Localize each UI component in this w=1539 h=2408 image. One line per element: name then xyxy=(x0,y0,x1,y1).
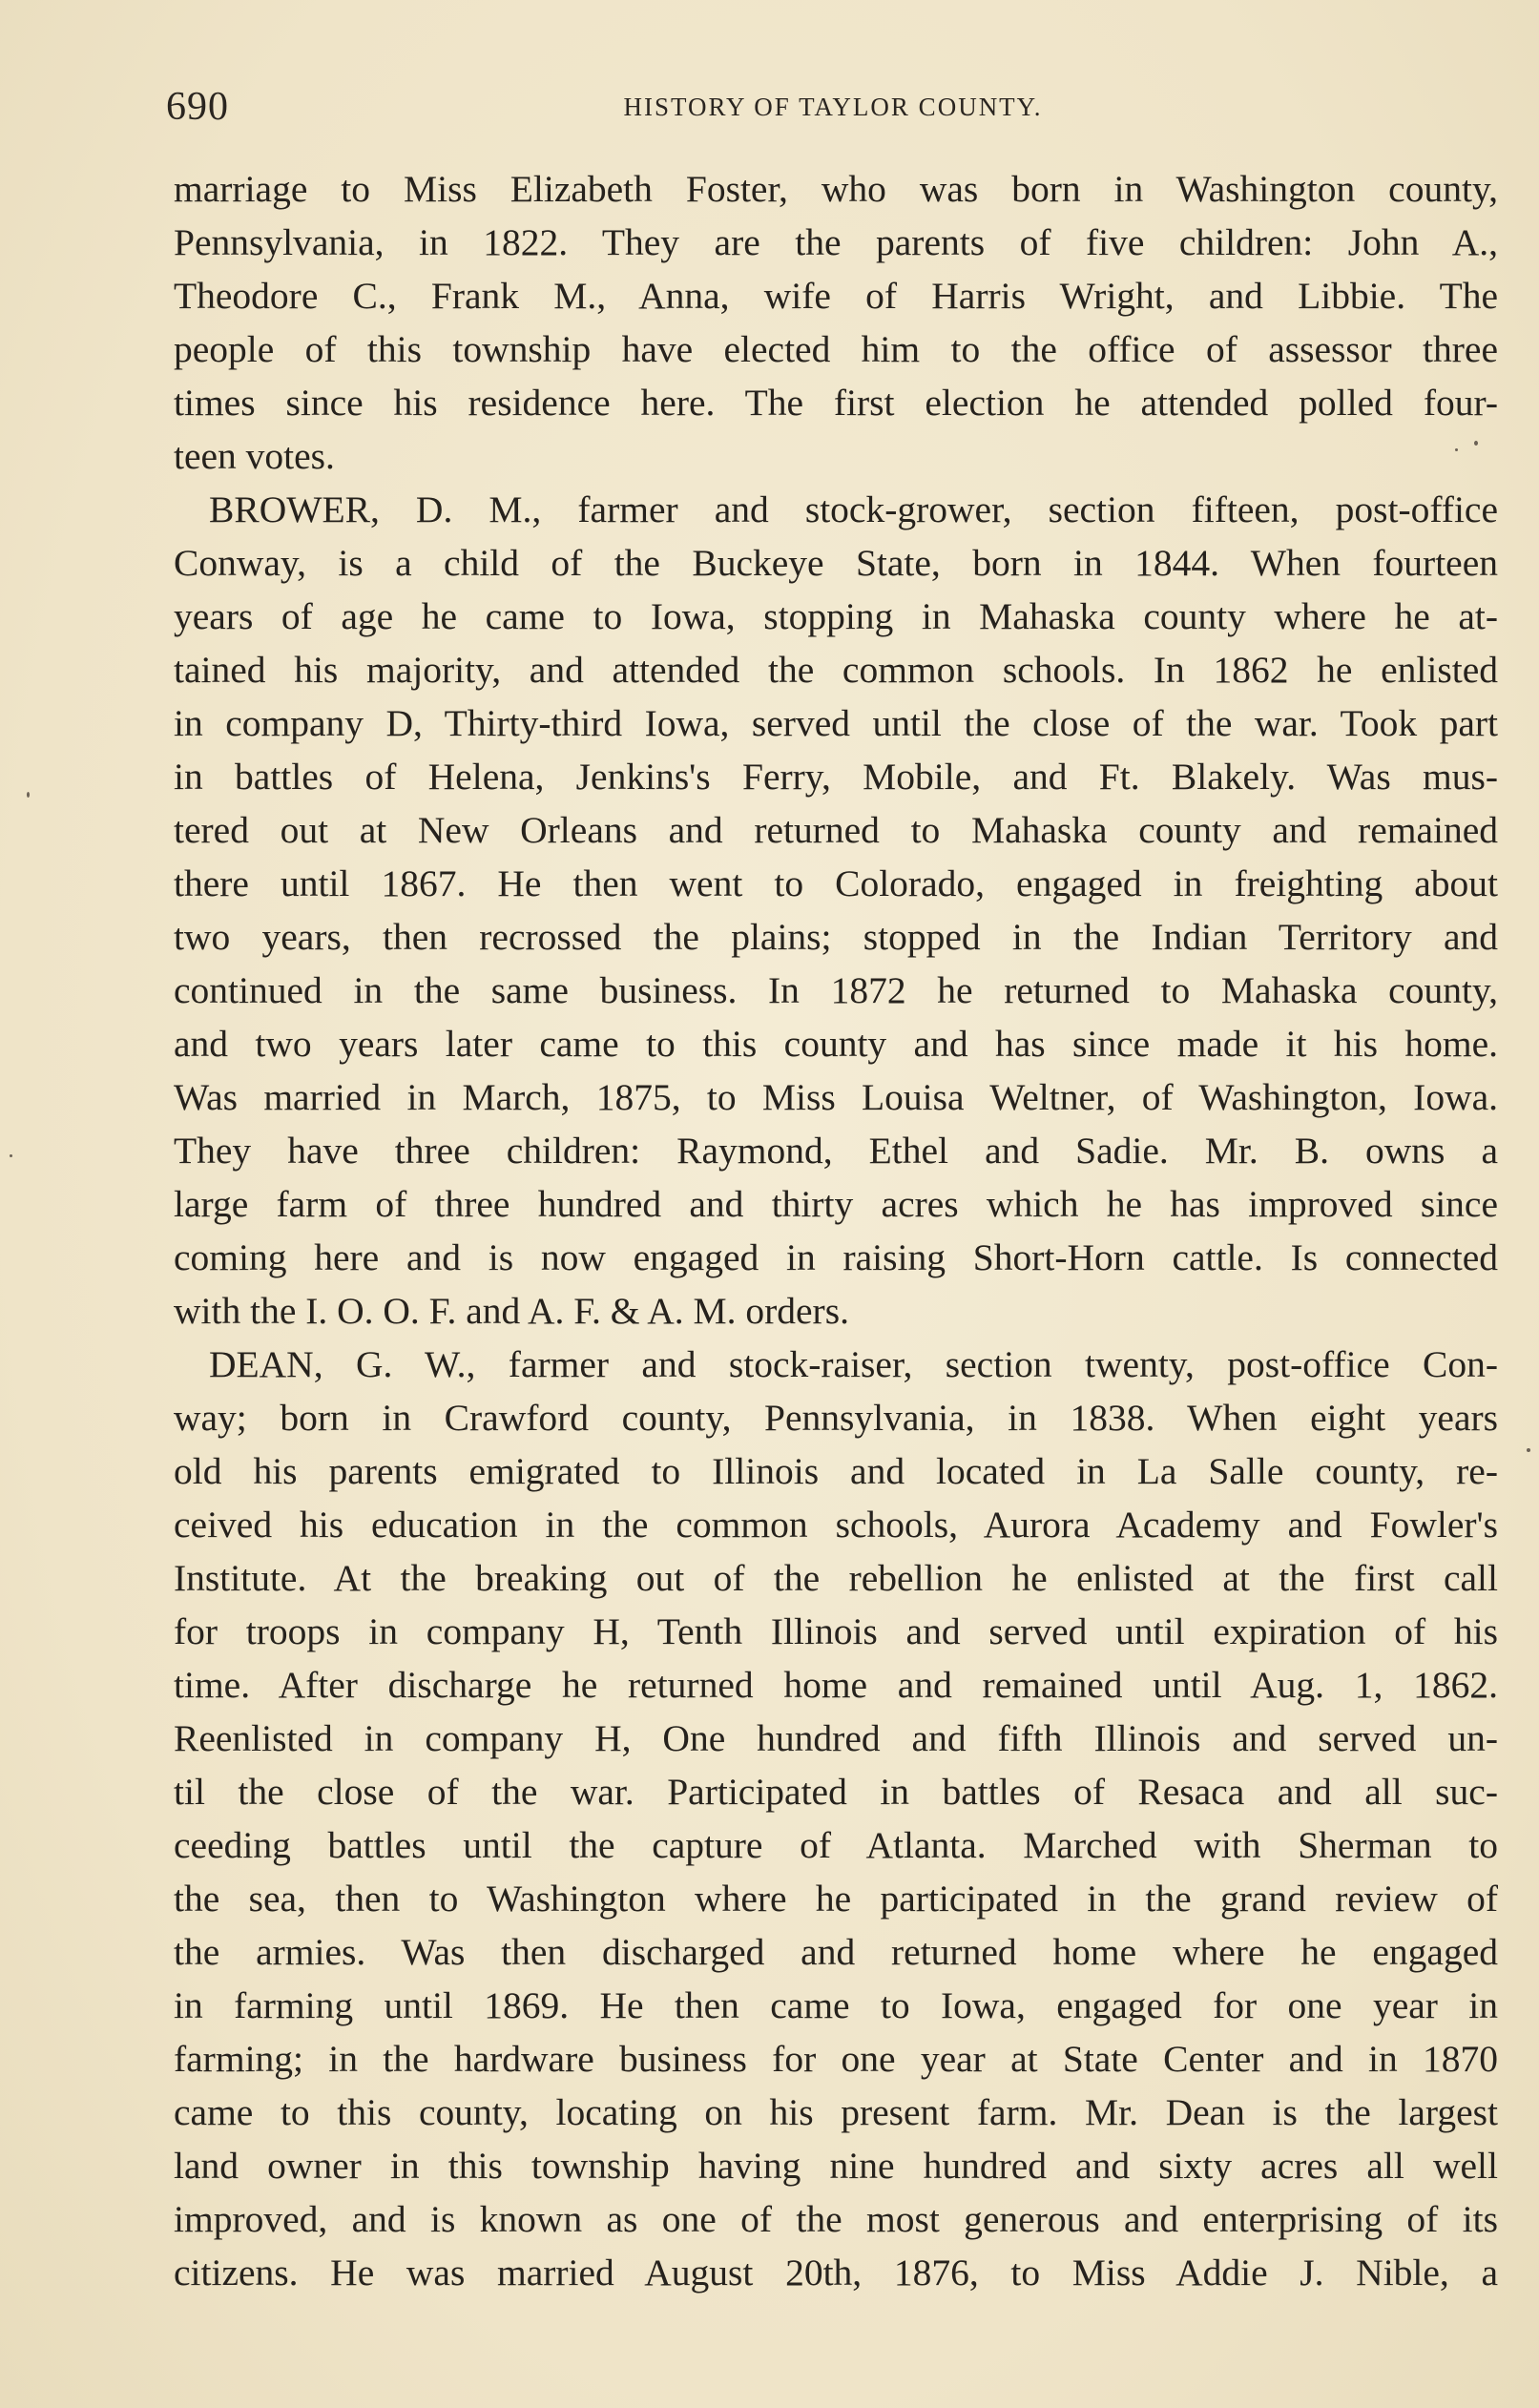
text-line: the armies. Was then discharged and returned home where he engaged xyxy=(174,1931,1498,1973)
text-line: for troops in company H, Tenth Illinois and served until expiration of his xyxy=(174,1610,1498,1652)
text-line: Conway, is a child of the Buckeye State, born in 1844. When fourteen xyxy=(174,542,1498,584)
text-line: in battles of Helena, Jenkins's Ferry, Mobile, and Ft. Blakely. Was mus- xyxy=(174,756,1498,798)
text-line: Reenlisted in company H, One hundred and fifth Illinois and served un- xyxy=(174,1717,1498,1759)
text-line: large farm of three hundred and thirty acres which he has improved since xyxy=(174,1183,1498,1225)
ink-speck xyxy=(1474,441,1478,446)
text-line: til the close of the war. Participated in battles of Resaca and all suc- xyxy=(174,1771,1498,1813)
text-line: the sea, then to Washington where he participated in the grand review of xyxy=(174,1878,1498,1920)
text-line: time. After discharge he returned home and remained until Aug. 1, 1862. xyxy=(174,1664,1498,1706)
text-line: in farming until 1869. He then came to Iowa, engaged for one year in xyxy=(174,1984,1498,2026)
text-line: people of this township have elected him to the office of assessor three xyxy=(174,328,1498,370)
body-text xyxy=(174,162,1498,2299)
text-line: coming here and is now engaged in raising Short-Horn cattle. Is connected xyxy=(174,1236,1498,1278)
text-line: ceived his education in the common schools, Aurora Academy and Fowler's xyxy=(174,1504,1498,1546)
text-line: citizens. He was married August 20th, 1876, to Miss Addie J. Nible, a xyxy=(174,2252,1498,2294)
text-line: DEAN, G. W., farmer and stock-raiser, section twenty, post-office Con- xyxy=(209,1343,1498,1385)
text-line: times since his residence here. The first election he attended polled four- xyxy=(174,382,1498,424)
text-line: Was married in March, 1875, to Miss Louisa Weltner, of Washington, Iowa. xyxy=(174,1076,1498,1118)
text-line: land owner in this township having nine hundred and sixty acres all well xyxy=(174,2145,1498,2187)
text-line: farming; in the hardware business for one year at State Center and in 1870 xyxy=(174,2038,1498,2080)
text-line: marriage to Miss Elizabeth Foster, who was born in Washington county, xyxy=(174,168,1498,210)
text-line: way; born in Crawford county, Pennsylvania, in 1838. When eight years xyxy=(174,1397,1498,1439)
text-line: and two years later came to this county and has since made it his home. xyxy=(174,1023,1498,1065)
running-head: HISTORY OF TAYLOR COUNTY. xyxy=(623,93,1043,121)
text-line: there until 1867. He then went to Colorado, engaged in freighting about xyxy=(174,862,1498,904)
text-line: ceeding battles until the capture of Atlanta. Marched with Sherman to xyxy=(174,1824,1498,1866)
text-line: teen votes. xyxy=(174,435,335,477)
text-line: in company D, Thirty-third Iowa, served until the close of the war. Took part xyxy=(174,702,1498,744)
text-line: continued in the same business. In 1872 he returned to Mahaska county, xyxy=(174,969,1498,1011)
ink-speck xyxy=(1455,448,1458,451)
page-number: 690 xyxy=(166,85,229,129)
text-line: BROWER, D. M., farmer and stock-grower, section fifteen, post-office xyxy=(209,488,1498,530)
text-line: improved, and is known as one of the most generous and enterprising of its xyxy=(174,2198,1498,2240)
text-line: with the I. O. O. F. and A. F. & A. M. orders. xyxy=(174,1290,849,1332)
page-header xyxy=(166,80,1500,134)
text-line: two years, then recrossed the plains; stopped in the Indian Territory and xyxy=(174,916,1498,958)
text-line: tered out at New Orleans and returned to Mahaska county and remained xyxy=(174,809,1498,851)
text-line: They have three children: Raymond, Ethel and Sadie. Mr. B. owns a xyxy=(174,1130,1498,1172)
text-line: Theodore C., Frank M., Anna, wife of Harris Wright, and Libbie. The xyxy=(174,275,1498,317)
text-line: came to this county, locating on his present farm. Mr. Dean is the largest xyxy=(174,2091,1498,2133)
text-line: old his parents emigrated to Illinois and located in La Salle county, re- xyxy=(174,1450,1498,1492)
ink-speck xyxy=(1527,1448,1530,1452)
text-line: Institute. At the breaking out of the rebellion he enlisted at the first call xyxy=(174,1557,1498,1599)
ink-speck xyxy=(27,792,30,798)
text-line: years of age he came to Iowa, stopping in Mahaska county where he at- xyxy=(174,595,1498,637)
text-line: tained his majority, and attended the common schools. In 1862 he enlisted xyxy=(174,649,1498,691)
ink-speck xyxy=(10,1154,12,1157)
text-line: Pennsylvania, in 1822. They are the parents of five children: John A., xyxy=(174,221,1498,263)
